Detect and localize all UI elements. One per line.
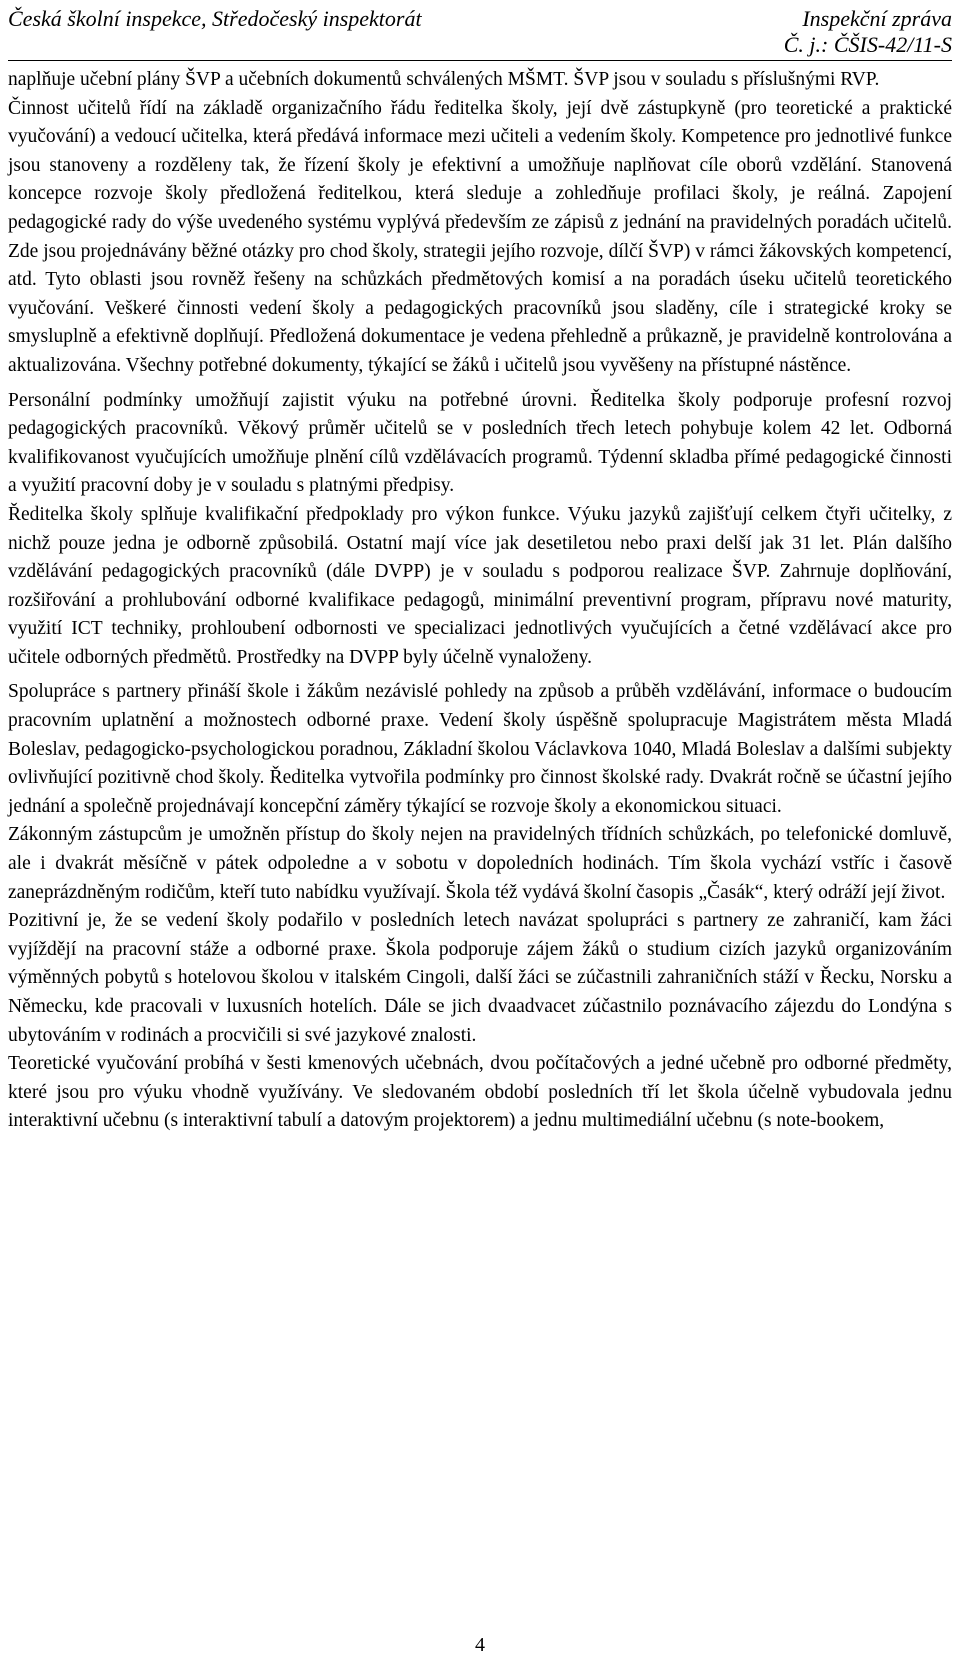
header-institution: Česká školní inspekce, Středočeský inspektorát <box>8 6 422 31</box>
page-header <box>8 2 952 61</box>
header-report-title: Inspekční zpráva <box>802 6 952 31</box>
paragraph: Personální podmínky umožňují zajistit výuku na potřebné úrovni. Ředitelka školy podporuje profesní rozvoj pedagogických pracovníků. Věkový průměr učitelů se v posledních třech letech pohybuje kolem 42 let. Odborná kvalifikovanost vyučujících umožňuje plnění cílů vzdělávacích programů. Týdenní skladba přímé pedagogické činnosti a využití pracovní doby je v souladu s platnými předpisy. <box>8 389 952 497</box>
paragraph: Pozitivní je, že se vedení školy podařilo v posledních letech navázat spolupráci s partnery ze zahraničí, kam žáci vyjíždějí na pracovní stáže a odborné praxe. Škola podporuje zájem žáků o studium cizích jazyků organizováním výměnných pobytů s hotelovou školou v italském Cingoli, další žáci se zúčastnili zahraničních stáží v Řecku, Norsku a Německu, kde pracovali v luxusních hotelích. Dále se jich dvaadvacet zúčastnilo poznávacího zájezdu do Londýna s ubytováním v rodinách a procvičili si své jazykové znalosti. <box>8 910 952 1046</box>
paragraph: Teoretické vyučování probíhá v šesti kmenových učebnách, dvou počítačových a jedné učebně pro odborné předměty, které jsou pro výuku vhodně využívány. Ve sledovaném období posledních tří let škola účelně vybudovala jednu interaktivní učebnu (s interaktivní tabulí a datovým projektorem) a jednu multimediální učebnu (s note-bookem, <box>8 1053 952 1132</box>
paragraph: naplňuje učební plány ŠVP a učebních dokumentů schválených MŠMT. ŠVP jsou v souladu s příslušnými RVP. <box>8 69 880 90</box>
paragraph: Zákonným zástupcům je umožněn přístup do školy nejen na pravidelných třídních schůzkách, po telefonické domluvě, ale i dvakrát měsíčně v pátek odpoledne a v sobotu v dopoledních hodinách. Tím škola vychází vstříc i časově zaneprázdněným rodičům, kteří tuto nabídku využívají. Škola též vydává školní časopis „Časák“, který odráží její život. <box>8 824 952 903</box>
paragraph: Spolupráce s partnery přináší škole i žákům nezávislé pohledy na způsob a průběh vzdělávání, informace o budoucím pracovním uplatnění a možnostech odborné praxe. Vedení školy úspěšně spolupracuje Magistrátem města Mladá Boleslav, pedagogicko-psychologickou poradnou, Základní školou Václavkova 1040, Mladá Boleslav a dalšími subjekty ovlivňující pozitivně chod školy. Ředitelka vytvořila podmínky pro činnost školské rady. Dvakrát ročně se účastní jejího jednání a společně projednávají koncepční záměry týkající se rozvoje školy a ekonomickou situaci. <box>8 681 952 817</box>
paragraph: Ředitelka školy splňuje kvalifikační předpoklady pro výkon funkce. Výuku jazyků zajišťují celkem čtyři učitelky, z nichž pouze jedna je odborně způsobilá. Ostatní mají více jak desetiletou nebo praxi delší jak 31 let. Plán dalšího vzdělávání pedagogických pracovníků (dále DVPP) je v souladu s podporou realizace ŠVP. Zahrnuje doplňování, rozšiřování a prohlubování odborné kvalifikace pedagogů, minimální preventivní program, přípravu nové maturity, využití ICT techniky, prohloubení odbornosti ve specializaci jednotlivých vyučujících a četné vzdělávací akce pro učitele odborných předmětů. Prostředky na DVPP byly účelně vynaloženy. <box>8 503 952 668</box>
header-reference-number: Č. j.: ČŠIS-42/11-S <box>783 32 952 57</box>
paragraph: Činnost učitelů řídí na základě organizačního řádu ředitelka školy, její dvě zástupkyně (pro teoretické a praktické vyučování) a vedoucí učitelka, která předává informace mezi učiteli a vedením školy. Kompetence pro jednotlivé funkce jsou stanoveny a rozděleny tak, že řízení školy je efektivní a umožňuje naplňovat cíle oborů vzdělání. Stanovená koncepce rozvoje školy předložená ředitelkou, která sleduje a zohledňuje profilaci školy, je reálná. Zapojení pedagogické rady do výše uvedeného systému vyplývá především ze zápisů z jednání na pravidelných poradách učitelů. Zde jsou projednávány běžné otázky pro chod školy, strategii jejího rozvoje, dílčí ŠVP) v rámci žákovských kompetencí, atd. Tyto oblasti jsou rovněž řešeny na schůzkách předmětových komisí a na poradách úseku učitelů teoretického vyučování. Veškeré činnosti vedení školy a pedagogických pracovníků jsou sladěny, cíle i strategické kroky se smysluplně a efektivně doplňují. Předložená dokumentace je vedena přehledně a průkazně, je pravidelně kontrolována a aktualizována. Všechny potřebné dokumenty, týkající se žáků i učitelů jsou vyvěšeny na přístupné nástěnce. <box>8 97 952 376</box>
page-number: 4 <box>475 1634 485 1656</box>
document-body <box>8 66 952 1136</box>
